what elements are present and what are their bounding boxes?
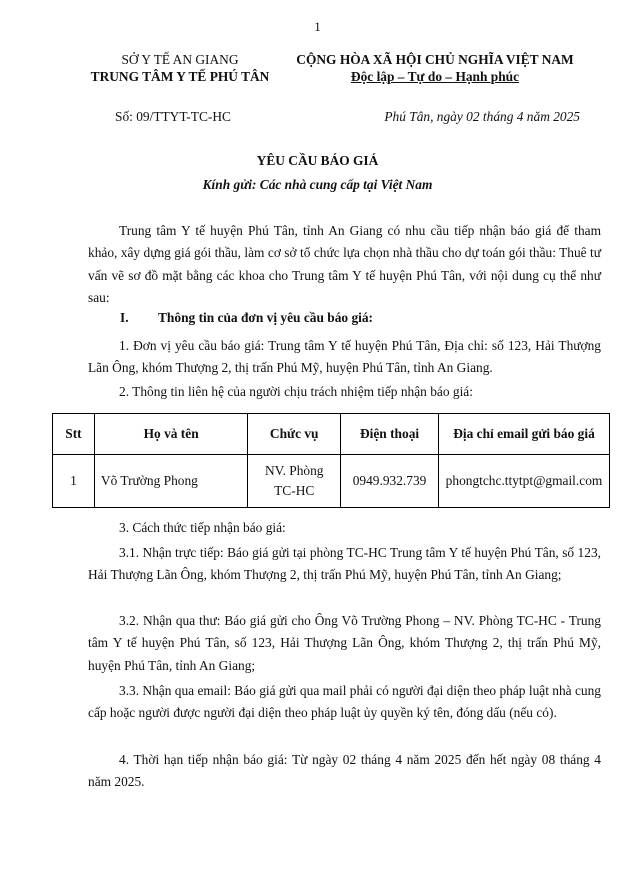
item-3-3 [88,680,601,725]
section-title: Thông tin của đơn vị yêu cầu báo giá: [158,310,374,325]
intro-text: Trung tâm Y tế huyện Phú Tân, tỉnh An Giang có nhu cầu tiếp nhận báo giá để tham khảo, xây dựng giá gói thầu, làm cơ sở tổ chức lựa chọn nhà thầu cho dự toán gói thầu: Thuê tư vấn vẽ sơ đồ mặt bằng các khoa cho Trung tâm Y tế huyện Phú Tân, với nội dung cụ thể như sau: [88,223,601,306]
national-motto [282,51,588,85]
position-line-2: TC-HC [274,483,315,498]
cell-name: Võ Trường Phong [94,455,247,508]
document-number: Số: 09/TTYT-TC-HC [115,109,231,124]
item-3-2 [88,610,601,677]
cell-email: phongtchc.ttytpt@gmail.com [439,455,610,508]
addressee: Kính gửi: Các nhà cung cấp tại Việt Nam [202,177,433,192]
country-name: CỘNG HÒA XÃ HỘI CHỦ NGHĨA VIỆT NAM [296,52,574,67]
item-4 [88,749,601,794]
item-3-2-text: 3.2. Nhận qua thư: Báo giá gửi cho Ông Võ Trường Phong – NV. Phòng TC-HC - Trung tâm Y tế huyện Phú Tân, số 123, Hải Thượng Lãn Ông, khóm Thượng 2, thị trấn Phú Mỹ, huyện Phú Tân, tỉnh An Giang; [88,613,601,673]
header-stt: Stt [53,414,95,455]
item-3 [88,517,601,539]
item-3-1-text: 3.1. Nhận trực tiếp: Báo giá gửi tại phòng TC-HC Trung tâm Y tế huyện Phú Tân, số 123, Hải Thượng Lãn Ông, khóm Thượng 2, thị trấn Phú Mỹ, huyện Phú Tân, tỉnh An Giang; [88,545,601,583]
cell-position [248,455,341,508]
place-date: Phú Tân, ngày 02 tháng 4 năm 2025 [384,109,580,124]
intro-paragraph [88,220,601,310]
contact-table [52,413,610,508]
header-email: Địa chỉ email gửi báo giá [439,414,610,455]
item-3-3-text: 3.3. Nhận qua email: Báo giá gửi qua mail phải có người đại diện theo pháp luật nhà cung cấp hoặc người được người đại diện theo pháp luật ủy quyền ký tên, đóng dấu (nếu có). [88,683,601,721]
item-1 [88,335,601,380]
item-3-1 [88,542,601,587]
header-position: Chức vụ [248,414,341,455]
table-row [53,455,610,508]
item-4-text: 4. Thời hạn tiếp nhận báo giá: Từ ngày 02 tháng 4 năm 2025 đến hết ngày 08 tháng 4 năm 2025. [88,752,601,790]
cell-phone: 0949.932.739 [341,455,439,508]
cell-stt: 1 [53,455,95,508]
parent-agency: SỞ Y TẾ AN GIANG [121,52,239,67]
table-header-row [53,414,610,455]
item-1-text: 1. Đơn vị yêu cầu báo giá: Trung tâm Y tế huyện Phú Tân, Địa chỉ: số 123, Hải Thượng Lãn Ông, khóm Thượng 2, thị trấn Phú Mỹ, huyện Phú Tân, tỉnh An Giang. [88,338,601,376]
item-2-text: 2. Thông tin liên hệ của người chịu trách nhiệm tiếp nhận báo giá: [119,384,473,399]
item-2 [88,381,601,403]
item-3-text: 3. Cách thức tiếp nhận báo giá: [119,520,286,535]
agency-name: TRUNG TÂM Y TẾ PHÚ TÂN [90,69,270,84]
page-number: 1 [314,19,321,34]
document-title: YÊU CẦU BÁO GIÁ [256,153,379,168]
position-line-1: NV. Phòng [264,463,324,478]
issuing-agency [60,51,300,85]
section-heading-1 [120,310,373,326]
motto: Độc lập – Tự do – Hạnh phúc [350,69,520,84]
header-phone: Điện thoại [341,414,439,455]
header-name: Họ và tên [94,414,247,455]
section-number: I. [120,310,129,325]
